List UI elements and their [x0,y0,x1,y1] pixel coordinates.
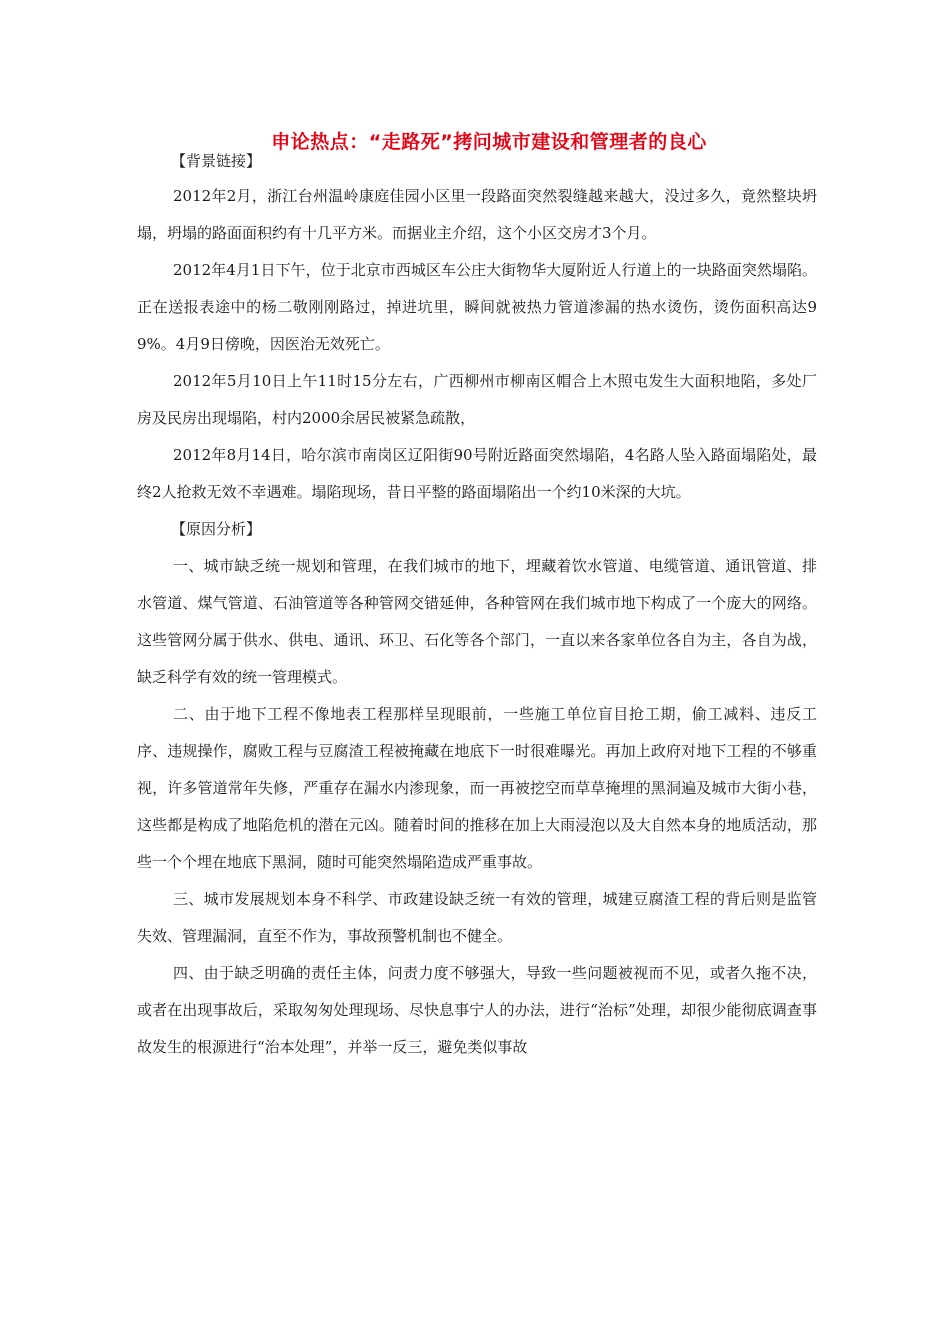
analysis-paragraph-3: 三、城市发展规划本身不科学、市政建设缺乏统一有效的管理，城建豆腐渣工程的背后则是监管失效、管理漏洞，直至不作为，事故预警机制也不健全。 [137,890,817,945]
document-title: 申论热点：“走路死”拷问城市建设和管理者的良心 [271,131,707,153]
background-heading: 【背景链接】 [171,152,262,170]
background-paragraph-3: 2012年5月10日上午11时15分左右，广西柳州市柳南区帽合上木照屯发生大面积地陷，多处厂房及民房出现塌陷，村内2000余居民被紧急疏散， [137,372,817,427]
analysis-paragraph-4: 四、由于缺乏明确的责任主体，问责力度不够强大，导致一些问题被视而不见，或者久拖不决，或者在出现事故后，采取匆匆处理现场、尽快息事宁人的办法，进行“治标”处理，却很少能彻底调查事故发生的根源进行“治本处理”，并举一反三，避免类似事故 [137,964,817,1056]
document-body [137,150,817,1066]
background-paragraph-1: 2012年2月，浙江台州温岭康庭佳园小区里一段路面突然裂缝越来越大，没过多久，竟然整块坍塌，坍塌的路面面积约有十几平方米。而据业主介绍，这个小区交房才3个月。 [137,187,817,242]
background-paragraph-2: 2012年4月1日下午，位于北京市西城区车公庄大街物华大厦附近人行道上的一块路面突然塌陷。正在送报表途中的杨二敬刚刚路过，掉进坑里，瞬间就被热力管道渗漏的热水烫伤，烫伤面积高达99%。4月9日傍晚，因医治无效死亡。 [137,261,817,353]
analysis-paragraph-1: 一、城市缺乏统一规划和管理，在我们城市的地下，埋藏着饮水管道、电缆管道、通讯管道、排水管道、煤气管道、石油管道等各种管网交错延伸，各种管网在我们城市地下构成了一个庞大的网络。这些管网分属于供水、供电、通讯、环卫、石化等各个部门，一直以来各家单位各自为主，各自为战，缺乏科学有效的统一管理模式。 [137,557,817,686]
analysis-heading: 【原因分析】 [171,520,262,538]
background-paragraph-4: 2012年8月14日，哈尔滨市南岗区辽阳街90号附近路面突然塌陷，4名路人坠入路面塌陷处，最终2人抢救无效不幸遇难。塌陷现场，昔日平整的路面塌陷出一个约10米深的大坑。 [137,446,817,501]
analysis-paragraph-2: 二、由于地下工程不像地表工程那样呈现眼前，一些施工单位盲目抢工期，偷工减料、违反工序、违规操作，腐败工程与豆腐渣工程被掩藏在地底下一时很难曝光。再加上政府对地下工程的不够重视，许多管道常年失修，严重存在漏水内渗现象，而一再被挖空而草草掩埋的黑洞遍及城市大街小巷，这些都是构成了地陷危机的潜在元凶。随着时间的推移在加上大雨浸泡以及大自然本身的地质活动，那些一个个埋在地底下黑洞，随时可能突然塌陷造成严重事故。 [137,705,817,871]
